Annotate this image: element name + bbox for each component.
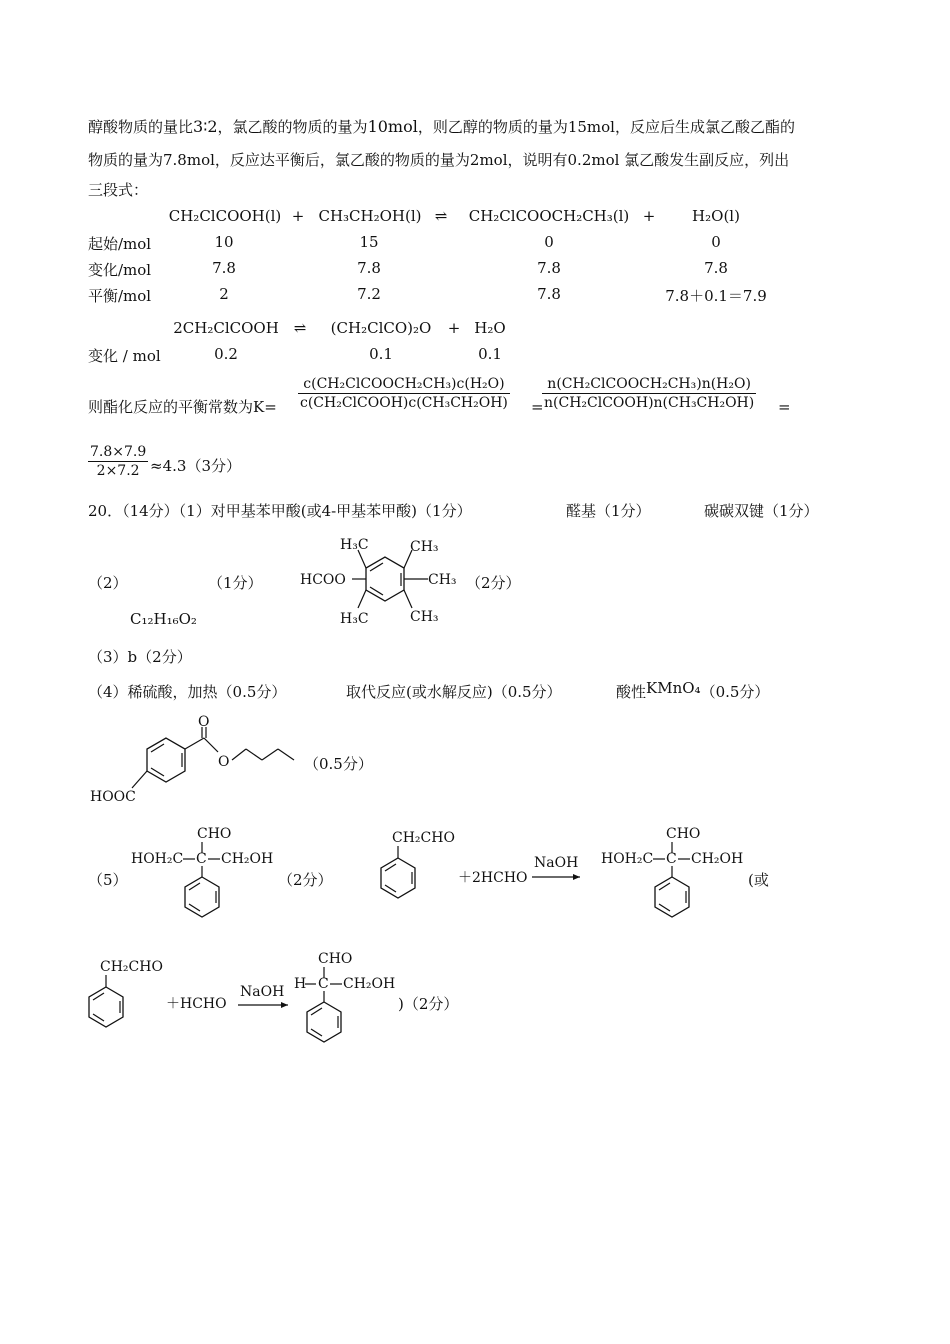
score: （0.5分） bbox=[700, 683, 770, 701]
para-line-2: 物质的量为7.8mol，反应达平衡后，氯乙酸的物质的量为2mol，说明有0.2mol 氯乙酸发生副反应，列出 bbox=[88, 151, 790, 169]
numerator: c(CH₂ClCOOCH₂CH₃)c(H₂O) bbox=[303, 376, 505, 392]
hydrogen-label: H bbox=[294, 976, 307, 992]
row-label: 变化 / mol bbox=[88, 347, 161, 365]
species: CH₃CH₂OH(l) bbox=[318, 207, 422, 225]
text: 酸性 bbox=[616, 683, 647, 701]
methyl-label: CH₃ bbox=[410, 609, 439, 625]
molecular-formula: C₁₂H₁₆O₂ bbox=[130, 610, 197, 628]
hydroxymethyl-label: CH₂OH bbox=[343, 976, 396, 992]
cell: 7.8 bbox=[704, 259, 728, 277]
cell: 7.2 bbox=[357, 285, 381, 303]
text: ，氯乙酸的物质的量为 bbox=[217, 118, 368, 136]
methyl-label: CH₃ bbox=[428, 572, 457, 588]
cell: 0.1 bbox=[478, 345, 502, 363]
cell: 0 bbox=[711, 233, 721, 251]
cell: 10 bbox=[214, 233, 234, 251]
ester-oxygen: O bbox=[218, 754, 230, 770]
equals: = bbox=[531, 398, 544, 416]
q20-part1-alkene: 碳碳双键（1分） bbox=[704, 502, 819, 520]
cell: 0.2 bbox=[214, 345, 238, 363]
q20-part5-label: （5） bbox=[88, 871, 128, 889]
plus: + bbox=[447, 319, 461, 337]
hydroxymethyl-label: HOH₂C bbox=[131, 851, 184, 867]
aldehyde-label: CHO bbox=[666, 826, 701, 842]
row-label: 变化/mol bbox=[88, 261, 152, 279]
reagent-label: ＋2HCHO bbox=[458, 870, 528, 886]
q20-part3: （3）b（2分） bbox=[88, 648, 192, 666]
species: H₂O bbox=[474, 319, 506, 337]
cell: 7.8＋0.1＝7.9 bbox=[665, 287, 767, 305]
q20-part4-score: （0.5分） bbox=[304, 755, 373, 773]
denominator: c(CH₂ClCOOH)c(CH₃CH₂OH) bbox=[300, 395, 508, 411]
carbon-label: C bbox=[318, 976, 329, 992]
plus: + bbox=[291, 207, 305, 225]
hydroxymethyl-label: HOH₂C bbox=[601, 851, 654, 867]
species: CH₂ClCOOCH₂CH₃(l) bbox=[468, 207, 630, 225]
methyl-label: H₃C bbox=[340, 537, 369, 553]
reagent-label: ＋HCHO bbox=[166, 996, 227, 1012]
formate-label: HCOO bbox=[300, 572, 346, 588]
q20-part1-aldehyde: 醛基（1分） bbox=[566, 502, 651, 520]
row-label: 平衡/mol bbox=[88, 287, 152, 305]
equilibrium-arrow: ⇌ bbox=[293, 319, 307, 337]
q20-part2-label: （2） bbox=[88, 574, 128, 592]
q20-part5-close: )（2分） bbox=[398, 995, 459, 1013]
cell: 7.8 bbox=[357, 259, 381, 277]
equilibrium-arrow: ⇌ bbox=[434, 207, 448, 225]
carbonyl-oxygen: O bbox=[198, 714, 210, 730]
row-label: 起始/mol bbox=[88, 235, 152, 253]
cell: 7.8 bbox=[537, 259, 561, 277]
value: ≈4.3 bbox=[150, 457, 187, 475]
q20-part2-score2: （2分） bbox=[466, 574, 521, 592]
numerator: n(CH₂ClCOOCH₂CH₃)n(H₂O) bbox=[547, 376, 751, 392]
equals: = bbox=[778, 398, 791, 416]
denominator: 2×7.2 bbox=[96, 463, 140, 479]
para-line-3: 三段式： bbox=[88, 181, 149, 199]
denominator: n(CH₂ClCOOH)n(CH₃CH₂OH) bbox=[544, 395, 755, 411]
cell: 7.8 bbox=[212, 259, 236, 277]
cell: 0.1 bbox=[369, 345, 393, 363]
carbon-label: C bbox=[196, 851, 207, 867]
ch2cho-label: CH₂CHO bbox=[100, 959, 163, 975]
score: （3分） bbox=[186, 457, 241, 475]
species: 2CH₂ClCOOH bbox=[173, 319, 279, 337]
cell: 7.8 bbox=[537, 285, 561, 303]
text: ，则乙醇的物质的量为15mol，反应后生成氯乙酸乙酯的 bbox=[417, 118, 795, 136]
hydroxymethyl-label: CH₂OH bbox=[691, 851, 744, 867]
methyl-label: CH₃ bbox=[410, 539, 439, 555]
cell: 2 bbox=[219, 285, 229, 303]
species: H₂O(l) bbox=[692, 207, 740, 225]
reagent: KMnO₄ bbox=[646, 679, 701, 697]
q20-part4-a: （4）稀硫酸，加热（0.5分） bbox=[88, 683, 287, 701]
q20-part2-score1: （1分） bbox=[208, 574, 263, 592]
q20-part5-or: (或 bbox=[748, 871, 769, 889]
aldehyde-label: CHO bbox=[318, 951, 353, 967]
q20-part5-score1: （2分） bbox=[278, 871, 333, 889]
species: CH₂ClCOOH(l) bbox=[168, 207, 282, 225]
cell: 0 bbox=[544, 233, 554, 251]
catalyst-label: NaOH bbox=[240, 984, 285, 1000]
ch2cho-label: CH₂CHO bbox=[392, 830, 455, 846]
text: 醇酸物质的量比 bbox=[88, 118, 194, 136]
cell: 15 bbox=[359, 233, 379, 251]
q20-part1: 20．（14分）（1）对甲基苯甲酸(或4-甲基苯甲酸)（1分） bbox=[88, 502, 472, 520]
amount: 10mol bbox=[367, 117, 418, 136]
plus: + bbox=[642, 207, 656, 225]
carbon-label: C bbox=[666, 851, 677, 867]
numerator: 7.8×7.9 bbox=[90, 444, 147, 460]
species: (CH₂ClCO)₂O bbox=[330, 319, 432, 337]
carboxyl-label: HOOC bbox=[90, 789, 136, 805]
catalyst-label: NaOH bbox=[534, 855, 579, 871]
ratio: 3∶2 bbox=[193, 117, 218, 136]
methyl-label: H₃C bbox=[340, 611, 369, 627]
k-prefix: 则酯化反应的平衡常数为K= bbox=[88, 398, 277, 416]
q20-part4-b: 取代反应(或水解反应)（0.5分） bbox=[346, 683, 562, 701]
aldehyde-label: CHO bbox=[197, 826, 232, 842]
hydroxymethyl-label: CH₂OH bbox=[221, 851, 274, 867]
